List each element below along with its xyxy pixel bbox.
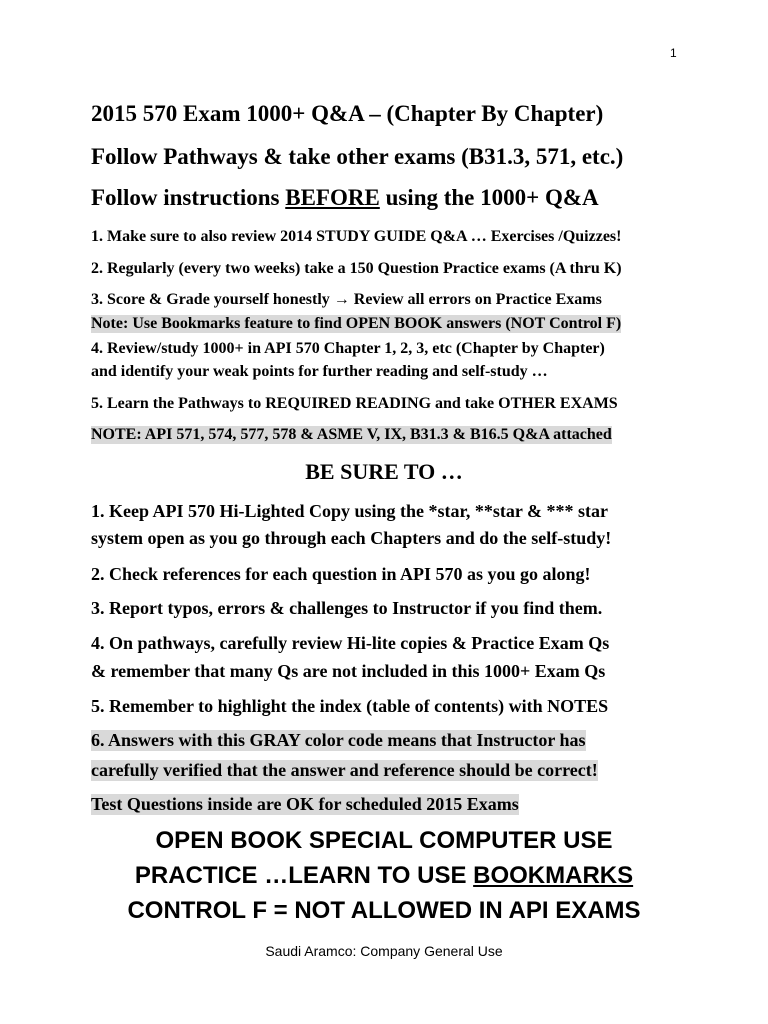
instruction-4b: and identify your weak points for further reading and self-study … [91,363,548,380]
title-line-3 [91,185,599,211]
title-line-2: Follow Pathways & take other exams (B31.3, 571, etc.) [91,144,624,169]
note-bookmarks: Note: Use Bookmarks feature to find OPEN BOOK answers (NOT Control F) [91,315,622,332]
title-line-1: 2015 570 Exam 1000+ Q&A – (Chapter By Chapter) [91,101,604,126]
instruction-1: 1. Make sure to also review 2014 STUDY GUIDE Q&A … Exercises /Quizzes! [91,228,622,245]
open-book-line-1: OPEN BOOK SPECIAL COMPUTER USE [155,827,613,854]
instruction-2: 2. Regularly (every two weeks) take a 150 Question Practice exams (A thru K) [91,260,622,277]
instruction-4a: 4. Review/study 1000+ in API 570 Chapter 1, 2, 3, etc (Chapter by Chapter) [91,340,605,357]
test-questions-note: Test Questions inside are OK for scheduled 2015 Exams [91,794,519,814]
be-sure-item-2: 2. Check references for each question in API 570 as you go along! [91,564,591,584]
note-attached: NOTE: API 571, 574, 577, 578 & ASME V, IX, B31.3 & B16.5 Q&A attached [91,426,612,443]
be-sure-item-1a: 1. Keep API 570 Hi-Lighted Copy using the *star, **star & *** star [91,501,609,521]
be-sure-item-4b: & remember that many Qs are not included in this 1000+ Exam Qs [91,661,606,681]
be-sure-item-1b: system open as you go through each Chapters and do the self-study! [91,528,612,548]
open-book-line-3: CONTROL F = NOT ALLOWED IN API EXAMS [127,897,641,924]
title-line-3-before: BEFORE [285,185,380,210]
instruction-5: 5. Learn the Pathways to REQUIRED READING and take OTHER EXAMS [91,395,618,412]
be-sure-item-6b: carefully verified that the answer and reference should be correct! [91,760,598,780]
page-number: 1 [670,46,677,60]
title-line-3-pre: Follow instructions [91,185,286,210]
be-sure-heading: BE SURE TO … [305,459,463,484]
bookmarks-word: BOOKMARKS [473,862,634,889]
open-book-line-2-pre: PRACTICE …LEARN TO USE [134,862,474,889]
be-sure-item-6a: 6. Answers with this GRAY color code means that Instructor has [91,730,586,750]
be-sure-item-3: 3. Report typos, errors & challenges to Instructor if you find them. [91,598,603,618]
title-line-3-post: using the 1000+ Q&A [379,185,599,210]
footer: Saudi Aramco: Company General Use [265,943,503,959]
instruction-3: 3. Score & Grade yourself honestly → Review all errors on Practice Exams [91,291,602,308]
open-book-line-2 [0,862,768,890]
be-sure-item-4a: 4. On pathways, carefully review Hi-lite copies & Practice Exam Qs [91,633,610,653]
be-sure-item-5: 5. Remember to highlight the index (table of contents) with NOTES [91,696,609,716]
